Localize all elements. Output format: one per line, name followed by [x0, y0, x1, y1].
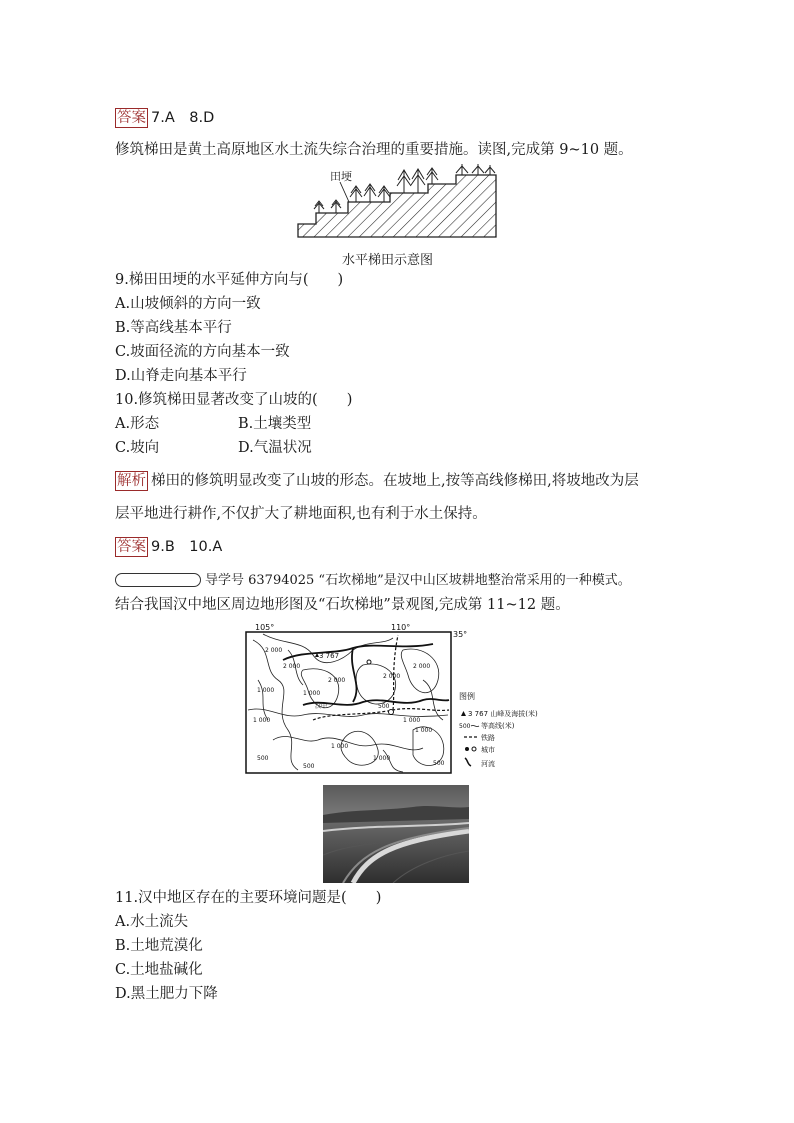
svg-text:1 000: 1 000	[257, 687, 275, 694]
city-dot-icon	[367, 660, 371, 664]
question-10-option-b: B.土壤类型	[238, 416, 312, 432]
question-11-option-b: B.土地荒漠化	[115, 938, 203, 954]
svg-text:1 000: 1 000	[331, 743, 349, 750]
terrace-diagram	[296, 164, 500, 240]
analysis-block-line-1	[115, 471, 639, 491]
answer-tag: 答案	[117, 539, 146, 555]
svg-text:500: 500	[257, 755, 269, 762]
analysis-tag: 解析	[117, 473, 146, 489]
answer-tag: 答案	[117, 110, 146, 126]
label-tiangeng: 田埂	[330, 170, 352, 183]
intro-text-1: 导学号 63794025 “石坎梯地”是汉中山区坡耕地整治常采用的一种模式。	[205, 573, 631, 588]
svg-text:1 000: 1 000	[415, 727, 433, 734]
svg-text:1 000: 1 000	[373, 755, 391, 762]
figure-caption-terraces: 水平梯田示意图	[342, 253, 434, 268]
svg-text:2 000: 2 000	[328, 677, 346, 684]
intro-question-11-12-line-1	[115, 570, 631, 591]
question-9-option-a: A.山坡倾斜的方向一致	[115, 296, 261, 312]
legend-contour: 等高线(米)	[481, 722, 515, 730]
question-11-option-d: D.黑土肥力下降	[115, 986, 218, 1002]
svg-text:1 000: 1 000	[303, 690, 321, 697]
question-10-stem: 10.修筑梯田显著改变了山坡的( )	[115, 392, 353, 408]
svg-text:2 000: 2 000	[265, 647, 283, 654]
answer-text: 9.B 10.A	[151, 539, 223, 555]
svg-text:500: 500	[303, 763, 315, 770]
map-latitude-35: 35°	[453, 630, 468, 639]
intro-question-11-12-line-2: 结合我国汉中地区周边地形图及“石坎梯地”景观图,完成第 11~12 题。	[115, 597, 570, 613]
svg-text:2 000: 2 000	[283, 663, 301, 670]
question-9-option-c: C.坡面径流的方向基本一致	[115, 344, 290, 360]
svg-text:1 000: 1 000	[253, 717, 271, 724]
legend-river-icon	[465, 758, 471, 766]
question-9-option-d: D.山脊走向基本平行	[115, 368, 247, 384]
legend-title: 图例	[459, 692, 475, 701]
question-10-option-d: D.气温状况	[238, 440, 312, 456]
svg-text:2 000: 2 000	[383, 673, 401, 680]
map-longitude-105: 105°	[255, 623, 275, 632]
legend-contour-icon	[471, 725, 479, 726]
question-11-option-a: A.水土流失	[115, 914, 189, 930]
svg-text:1 000: 1 000	[403, 717, 421, 724]
legend-city-icon	[465, 747, 469, 751]
question-11-stem: 11.汉中地区存在的主要环境问题是( )	[115, 890, 382, 906]
answer-block-9-10	[115, 537, 222, 557]
question-9-stem: 9.梯田田埂的水平延伸方向与( )	[115, 272, 344, 288]
intro-question-9-10: 修筑梯田是黄土高原地区水土流失综合治理的重要措施。读图,完成第 9~10 题。	[115, 142, 633, 158]
svg-text:500: 500	[433, 760, 445, 767]
svg-text:500: 500	[378, 703, 390, 710]
answer-block-7-8	[115, 108, 214, 128]
legend-peak: 3 767 山峰及海拔(米)	[468, 710, 538, 718]
map-longitude-110: 110°	[391, 623, 411, 632]
analysis-text-2: 层平地进行耕作,不仅扩大了耕地面积,也有利于水土保持。	[115, 506, 487, 522]
question-10-option-c: C.坡向	[115, 440, 160, 456]
hanzhong-topographic-map	[243, 620, 561, 775]
svg-text:2 000: 2 000	[413, 663, 431, 670]
stone-terrace-photo	[323, 785, 469, 883]
question-10-option-a: A.形态	[115, 416, 160, 432]
question-11-option-c: C.土地盐碱化	[115, 962, 203, 978]
legend-railway: 铁路	[481, 734, 495, 742]
guide-number-box	[115, 573, 201, 587]
map-city-label: 汉中	[315, 703, 328, 710]
map-legend	[459, 691, 538, 768]
legend-peak-icon	[461, 711, 466, 716]
analysis-text-1: 梯田的修筑明显改变了山坡的形态。在坡地上,按等高线修梯田,将坡地改为层	[151, 473, 639, 489]
city-dot-icon	[389, 710, 394, 715]
question-9-option-b: B.等高线基本平行	[115, 320, 232, 336]
legend-contour-value: 500	[459, 723, 471, 730]
map-peak-elevation: 3 767	[319, 652, 340, 660]
legend-city: 城市	[481, 746, 495, 754]
legend-river: 河流	[481, 760, 495, 768]
answer-text: 7.A 8.D	[151, 110, 215, 126]
